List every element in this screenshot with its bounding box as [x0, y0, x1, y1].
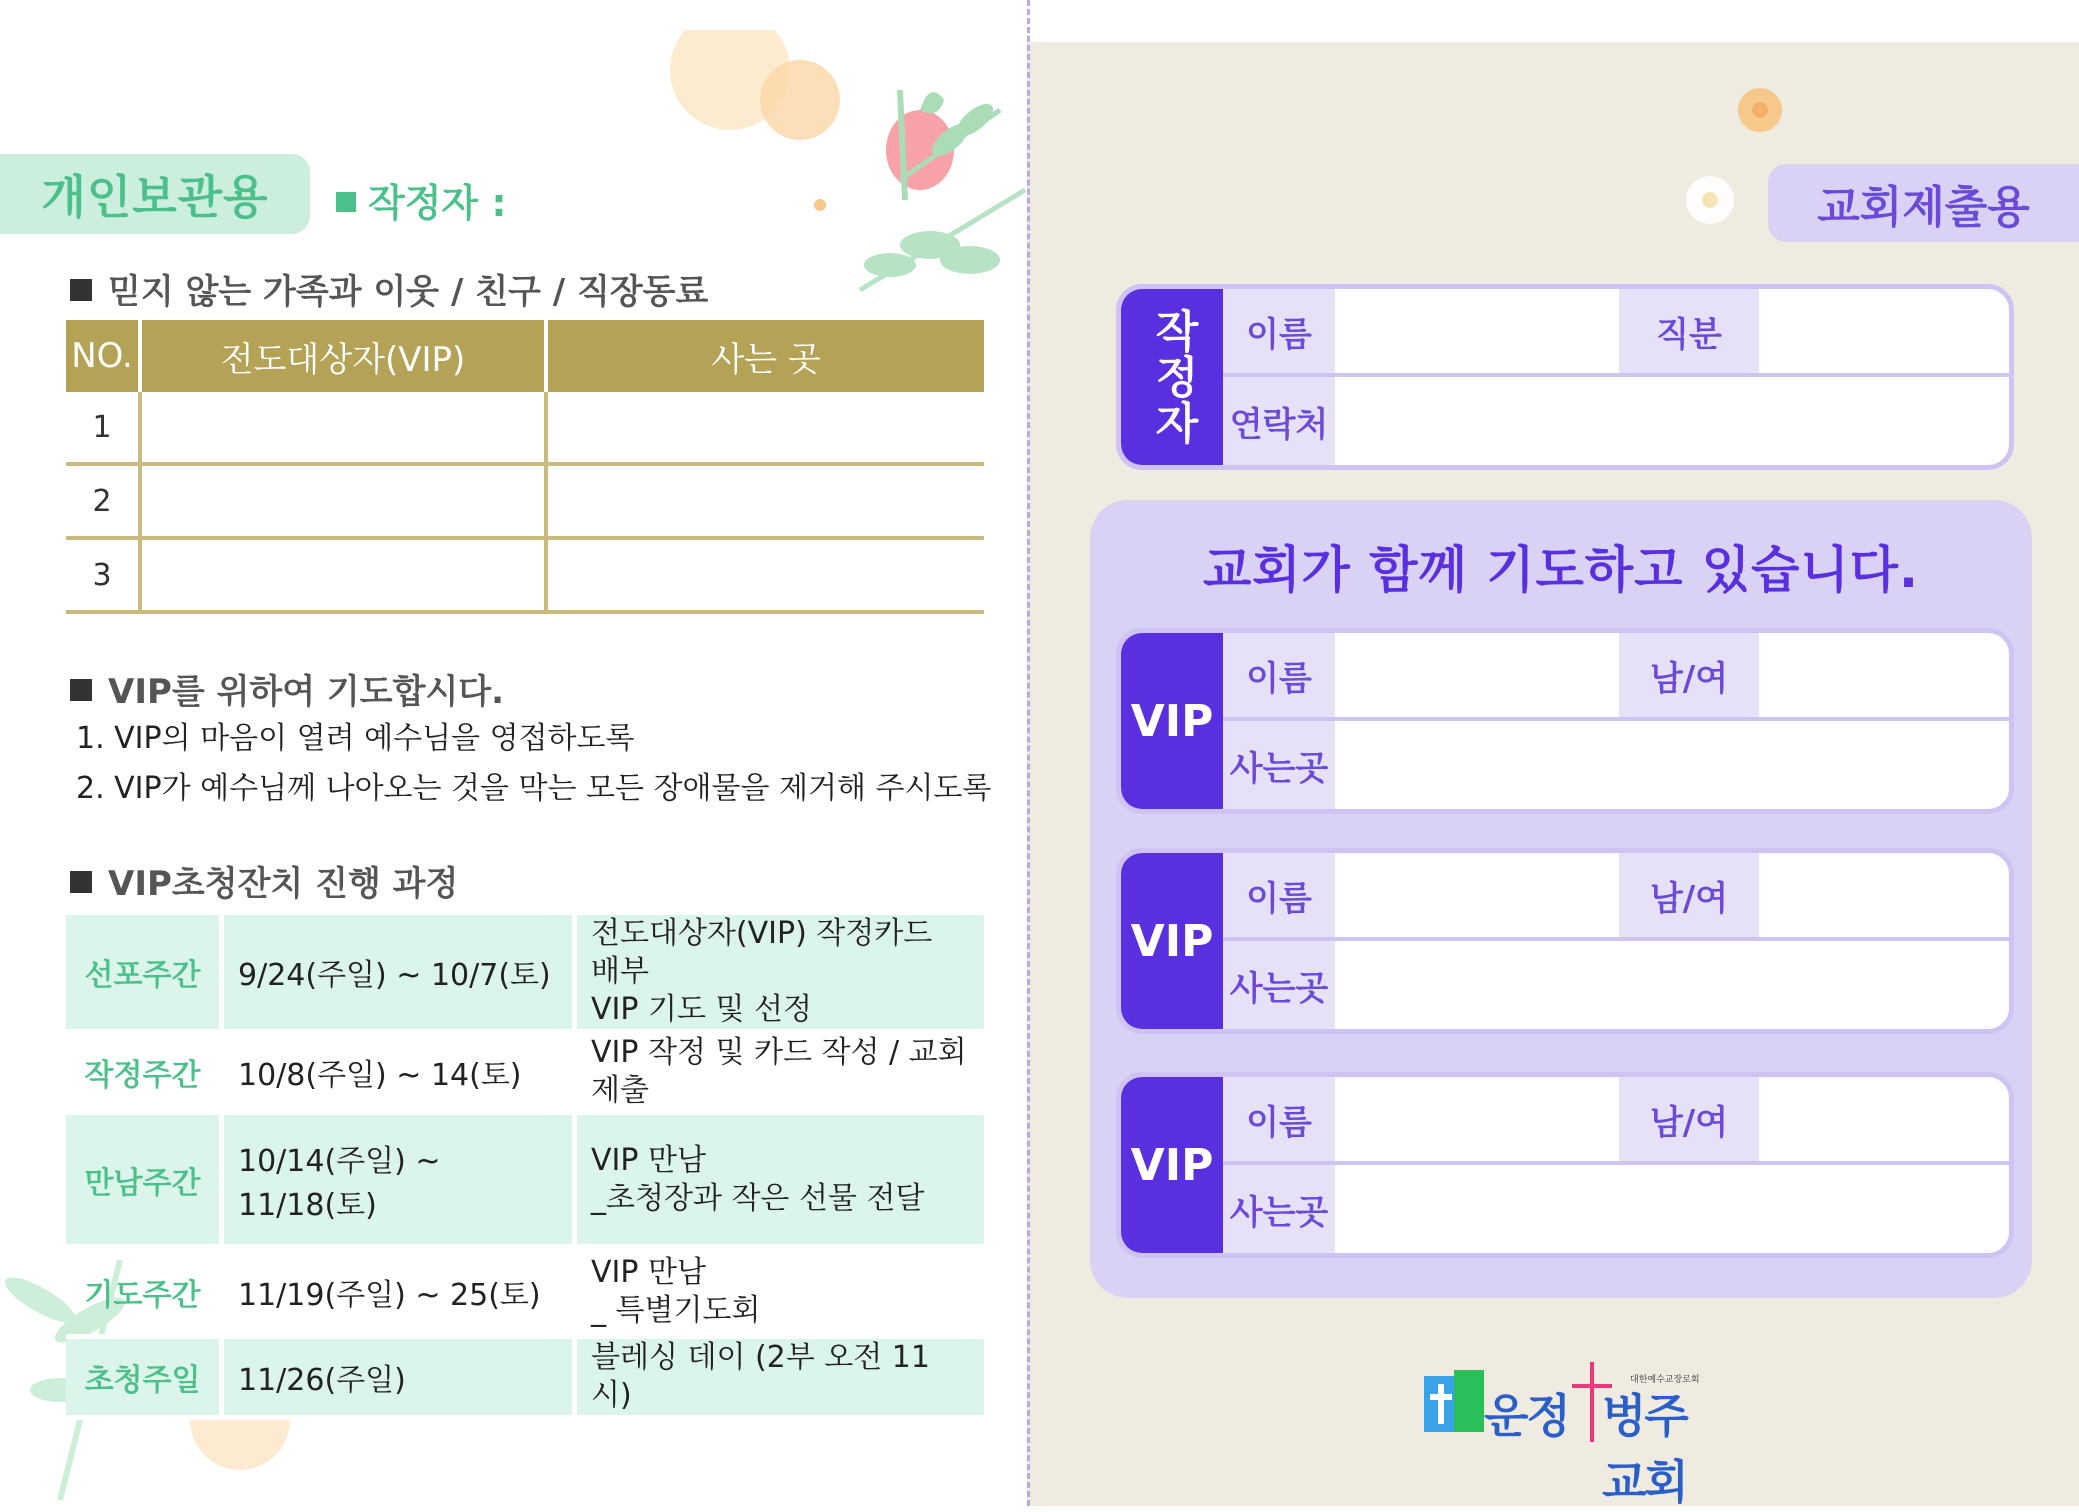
vip-side-label: VIP — [1121, 633, 1223, 809]
prayer-section-heading-text: VIP를 위하여 기도합시다. — [108, 672, 505, 712]
personal-copy-tab: 개인보관용 — [0, 154, 310, 234]
schedule-section-heading-text: VIP초청잔치 진행 과정 — [108, 864, 459, 904]
vip-card — [1116, 848, 2014, 1034]
fold-line — [1027, 0, 1030, 1506]
schedule-detail — [575, 1032, 985, 1113]
table-row — [66, 464, 984, 538]
author-card — [1116, 284, 2014, 470]
name-label: 이름 — [1223, 1077, 1335, 1161]
column-header-address: 사는 곳 — [546, 320, 984, 392]
vip-name-field[interactable] — [1335, 853, 1619, 937]
logo-name-part2: 벙주교회 — [1602, 1389, 1687, 1509]
position-label: 직분 — [1619, 289, 1759, 373]
vip-name-field[interactable] — [1335, 1077, 1619, 1161]
vip-table-header — [66, 320, 984, 392]
vip-name-row — [1223, 1077, 2009, 1165]
schedule-table — [66, 915, 984, 1420]
vip-side-label: VIP — [1121, 1077, 1223, 1253]
address-label: 사는곳 — [1223, 1165, 1335, 1253]
name-label: 이름 — [1223, 853, 1335, 937]
vip-gender-field[interactable] — [1759, 1077, 2009, 1161]
vip-address-field[interactable] — [1335, 941, 2009, 1029]
detail-line: 전도대상자(VIP) 작정카드 배부 — [591, 916, 933, 989]
gender-label: 남/여 — [1619, 853, 1759, 937]
bullet-square-icon — [70, 279, 92, 301]
detail-line: VIP 만남 — [591, 1254, 706, 1290]
prayer-title: 교회가 함께 기도하고 있습니다. — [1202, 541, 1920, 599]
schedule-label: 만남주간 — [66, 1113, 222, 1247]
bullet-square-icon — [336, 192, 356, 212]
church-copy-tab: 교회제출용 — [1768, 164, 2079, 242]
table-row — [66, 1247, 984, 1337]
author-name-row — [1223, 289, 2009, 377]
schedule-detail — [575, 1113, 985, 1247]
gender-label: 남/여 — [1619, 1077, 1759, 1161]
table-row — [66, 1337, 984, 1418]
name-label: 이름 — [1223, 633, 1335, 717]
row-number: 1 — [66, 392, 140, 464]
address-label: 사는곳 — [1223, 721, 1335, 809]
schedule-detail — [575, 1247, 985, 1337]
vip-address-row — [1223, 941, 2009, 1029]
vip-card — [1116, 1072, 2014, 1258]
vip-address-field[interactable] — [1335, 1165, 2009, 1253]
schedule-date: 9/24(주일) ~ 10/7(토) — [222, 915, 575, 1032]
contact-label: 연락처 — [1223, 377, 1335, 465]
prayer-section-heading — [70, 664, 504, 713]
author-side-label: 작정자 — [1121, 289, 1223, 465]
schedule-date: 10/8(주일) ~ 14(토) — [222, 1032, 575, 1113]
vip-address-cell[interactable] — [546, 464, 984, 538]
vip-name-cell[interactable] — [140, 538, 546, 612]
row-number: 3 — [66, 538, 140, 612]
author-label — [336, 172, 507, 227]
detail-line: _ 특별기도회 — [591, 1292, 761, 1328]
vip-address-row — [1223, 721, 2009, 809]
vip-section-heading — [70, 264, 708, 313]
table-row — [66, 1113, 984, 1247]
vip-name-cell[interactable] — [140, 392, 546, 464]
name-label: 이름 — [1223, 289, 1335, 373]
detail-line: 블레싱 데이 (2부 오전 11시) — [591, 1340, 930, 1413]
prayer-item: 2. VIP가 예수님께 나아오는 것을 막는 모든 장애물을 제거해 주시도록 — [76, 771, 992, 806]
logo-denomination: 대한예수교장로회 — [1630, 1375, 1700, 1385]
schedule-section-heading — [70, 856, 458, 905]
prayer-list — [76, 714, 991, 814]
table-row — [66, 538, 984, 612]
vip-address-cell[interactable] — [546, 538, 984, 612]
schedule-date: 10/14(주일) ~ 11/18(토) — [222, 1113, 575, 1247]
vip-table — [66, 320, 984, 614]
schedule-date: 11/19(주일) ~ 25(토) — [222, 1247, 575, 1337]
schedule-label: 작정주간 — [66, 1032, 222, 1113]
author-position-field[interactable] — [1759, 289, 2009, 373]
vip-name-row — [1223, 633, 2009, 721]
column-header-no: NO. — [66, 320, 140, 392]
cross-icon — [1424, 1370, 1484, 1436]
author-contact-row — [1223, 377, 2009, 465]
schedule-date: 11/26(주일) — [222, 1337, 575, 1418]
table-row — [66, 392, 984, 464]
vip-address-row — [1223, 1165, 2009, 1253]
author-label-text: 작정자 : — [368, 181, 507, 225]
vip-address-cell[interactable] — [546, 392, 984, 464]
vip-section-heading-text: 믿지 않는 가족과 이웃 / 친구 / 직장동료 — [108, 272, 709, 312]
table-row — [66, 915, 984, 1032]
logo-name-part1: 운정 — [1484, 1389, 1569, 1443]
church-logo — [1424, 1362, 1724, 1509]
vip-address-field[interactable] — [1335, 721, 2009, 809]
detail-line: VIP 작정 및 카드 작성 / 교회제출 — [591, 1035, 967, 1108]
row-number: 2 — [66, 464, 140, 538]
schedule-label: 선포주간 — [66, 915, 222, 1032]
address-label: 사는곳 — [1223, 941, 1335, 1029]
bullet-square-icon — [70, 871, 92, 893]
personal-panel — [0, 0, 1027, 1506]
vip-name-cell[interactable] — [140, 464, 546, 538]
schedule-detail — [575, 915, 985, 1032]
vip-card — [1116, 628, 2014, 814]
detail-line: _초청장과 작은 선물 전달 — [591, 1180, 925, 1216]
schedule-label: 기도주간 — [66, 1247, 222, 1337]
vip-gender-field[interactable] — [1759, 633, 2009, 717]
schedule-label: 초청주일 — [66, 1337, 222, 1418]
column-header-vip: 전도대상자(VIP) — [140, 320, 546, 392]
table-row — [66, 1032, 984, 1113]
detail-line: VIP 만남 — [591, 1142, 706, 1178]
prayer-item: 1. VIP의 마음이 열려 예수님을 영접하도록 — [76, 721, 635, 756]
gender-label: 남/여 — [1619, 633, 1759, 717]
author-name-field[interactable] — [1335, 289, 1619, 373]
detail-line: VIP 기도 및 선정 — [591, 992, 812, 1027]
vip-name-row — [1223, 853, 2009, 941]
vip-side-label: VIP — [1121, 853, 1223, 1029]
vip-name-field[interactable] — [1335, 633, 1619, 717]
vip-gender-field[interactable] — [1759, 853, 2009, 937]
author-contact-field[interactable] — [1335, 377, 2009, 465]
bullet-square-icon — [70, 679, 92, 701]
schedule-detail — [575, 1337, 985, 1418]
